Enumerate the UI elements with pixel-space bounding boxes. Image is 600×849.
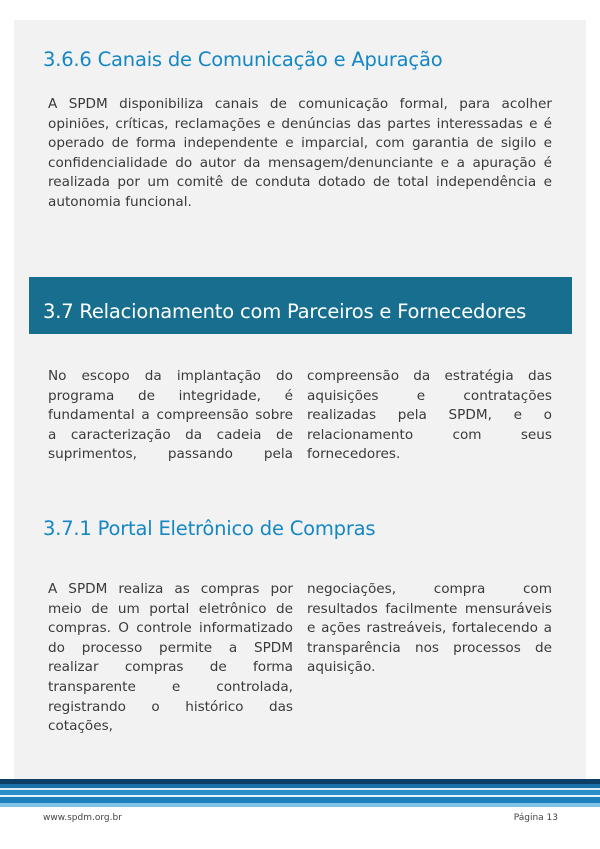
section-3-7-column-1: No escopo da implantação do programa de integridade, é fundamental a compreensão sobre a caracterização da cadeia de suprimentos, passando pela — [48, 368, 293, 463]
section-3-6-6-body: A SPDM disponibiliza canais de comunicação formal, para acolher opiniões, críticas, reclamações e denúncias das partes interessadas e é operado de forma independente e imparcial, com garantia de sigilo e confidencialidade do autor da mensagem/denunciante e a apuração é realizada por um comitê de conduta dotado de total independência e autonomia funcional. — [48, 96, 552, 210]
section-3-7-1-column-1: A SPDM realiza as compras por meio de um portal eletrônico de compras. O controle informatizado do processo permite a SPDM realizar compras de forma transparente e controlada, registrando o histórico das cotações, — [48, 581, 293, 735]
section-3-7-column-2: compreensão da estratégia das aquisições e contratações realizadas pela SPDM, e o relacionamento com seus fornecedores. — [307, 368, 552, 463]
section-3-7-1-heading: 3.7.1 Portal Eletrônico de Compras — [43, 517, 376, 540]
section-3-6-6-heading: 3.6.6 Canais de Comunicação e Apuração — [43, 48, 443, 71]
footer-website: www.spdm.org.br — [43, 813, 122, 823]
section-3-7-heading: 3.7 Relacionamento com Parceiros e Fornecedores — [43, 300, 527, 323]
footer-stripes — [0, 779, 600, 807]
footer-page-number: Página 13 — [513, 813, 558, 823]
section-3-7-band — [29, 277, 572, 334]
section-3-7-1-column-2: negociações, compra com resultados facilmente mensuráveis e ações rastreáveis, fortalecendo a transparência nos processos de aquisição. — [307, 581, 552, 676]
